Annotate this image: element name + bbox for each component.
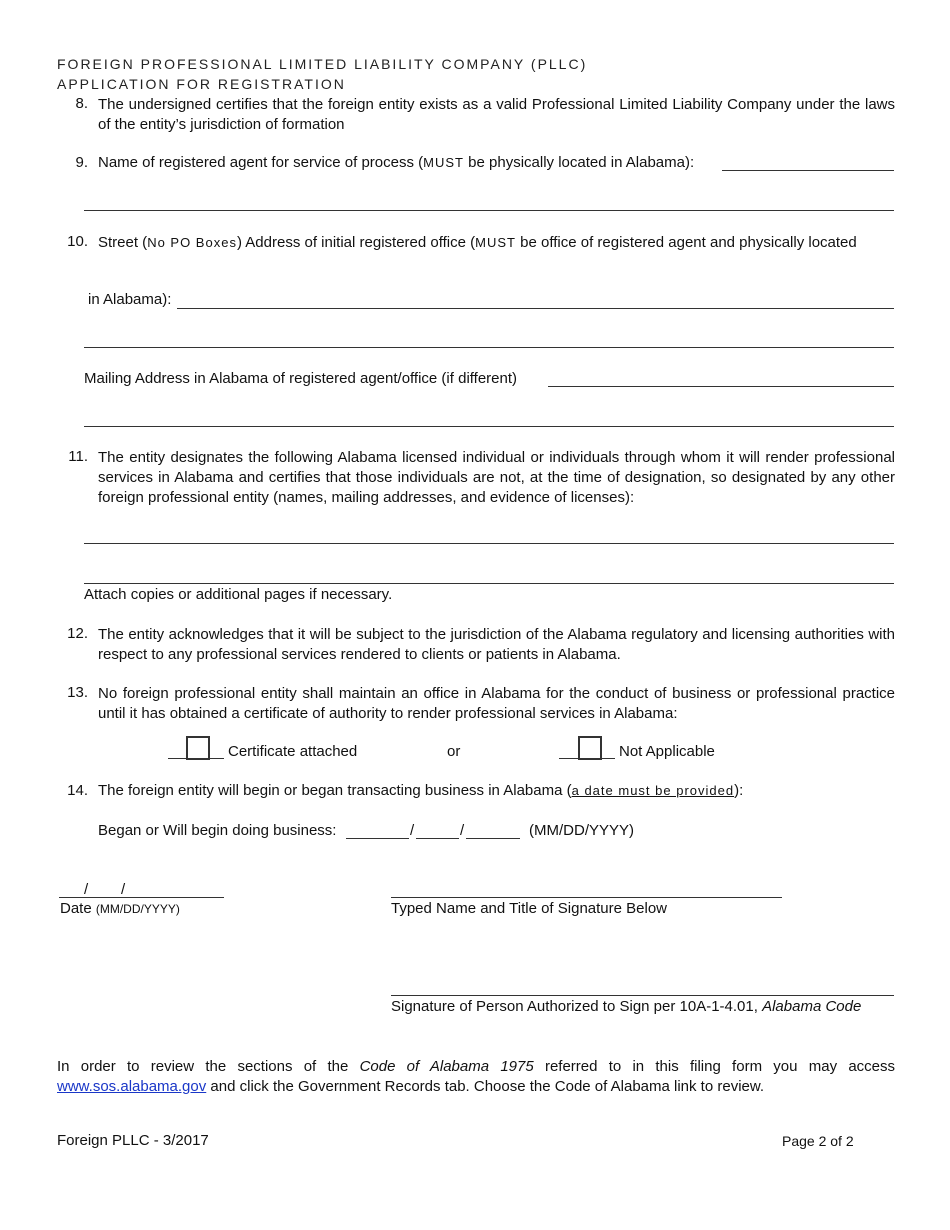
item-9-number: 9. (75, 154, 88, 171)
registered-office-address-field-line2[interactable] (84, 347, 894, 348)
mailing-address-label: Mailing Address in Alabama of registered agent/office (if different) (84, 370, 518, 387)
typed-name-label: Typed Name and Title of Signature Below (391, 900, 667, 917)
code-of-alabama-notice: In order to review the sections of the Code of Alabama 1975 referred to in this filing form you may access www.sos.alabama.gov and click the Government Records tab. Choose the Code of Alabama link to review. (57, 1058, 895, 1095)
registered-agent-name-field-line2[interactable] (84, 210, 894, 211)
form-subtitle: APPLICATION FOR REGISTRATION (57, 76, 346, 92)
began-year-field[interactable] (466, 838, 520, 839)
item-12-number: 12. (67, 625, 88, 642)
item-10-number: 10. (67, 233, 88, 250)
item-13-number: 13. (67, 684, 88, 701)
signature-field[interactable] (391, 995, 894, 996)
date-format-hint: (MM/DD/YYYY) (529, 822, 634, 839)
licensed-individuals-field-line2[interactable] (84, 583, 894, 584)
mailing-address-field-line2[interactable] (84, 426, 894, 427)
mailing-address-field[interactable] (548, 386, 894, 387)
item-10-text: Street (No PO Boxes) Address of initial registered office (MUST be office of registered agent and physically located (98, 234, 857, 251)
sos-website-link[interactable]: www.sos.alabama.gov (57, 1078, 207, 1095)
item-9-label: Name of registered agent for service of process (MUST be physically located in Alabama): (98, 154, 695, 171)
typed-name-field[interactable] (391, 897, 782, 898)
date-separator: / (121, 881, 126, 898)
began-month-field[interactable] (346, 838, 409, 839)
item-10-continuation: in Alabama): (88, 291, 172, 308)
item-8-number: 8. (75, 95, 88, 112)
date-separator: / (84, 881, 89, 898)
page-number: Page 2 of 2 (782, 1133, 854, 1149)
item-14-number: 14. (67, 782, 88, 799)
not-applicable-label: Not Applicable (619, 743, 715, 760)
not-applicable-checkbox[interactable] (578, 736, 602, 760)
item-8-text: The undersigned certifies that the foreign entity exists as a valid Professional Limited Liability Company under the laws of the entity’s jurisdiction of formation (98, 96, 895, 133)
item-13-text: No foreign professional entity shall maintain an office in Alabama for the conduct of business or professional practice until it has obtained a certificate of authority to render professional services in Alabama: (98, 685, 895, 722)
item-11-number: 11. (68, 448, 88, 465)
began-day-field[interactable] (416, 838, 459, 839)
certificate-attached-label: Certificate attached (228, 743, 358, 760)
item-11-text: The entity designates the following Alabama licensed individual or individuals through whom it will render professional services in Alabama and certifies that those individuals are not, at the time of designation, so designated by any other foreign professional entity (names, mailing addresses, and evidence of licenses): (98, 449, 895, 506)
signature-label: Signature of Person Authorized to Sign per 10A-1-4.01, Alabama Code (391, 998, 862, 1015)
or-label: or (447, 743, 461, 760)
item-12-text: The entity acknowledges that it will be subject to the jurisdiction of the Alabama regulatory and licensing authorities with respect to any professional services rendered to clients or patients in Alabama. (98, 626, 895, 663)
signature-date-label: Date (MM/DD/YYYY) (60, 900, 180, 917)
began-business-label: Began or Will begin doing business: (98, 822, 337, 839)
licensed-individuals-field[interactable] (84, 543, 894, 544)
attach-note: Attach copies or additional pages if necessary. (84, 586, 393, 603)
item-14-text: The foreign entity will begin or began transacting business in Alabama (a date must be provided): (98, 782, 744, 799)
form-version: Foreign PLLC - 3/2017 (57, 1132, 209, 1149)
registered-agent-name-field[interactable] (722, 170, 894, 171)
form-title: FOREIGN PROFESSIONAL LIMITED LIABILITY COMPANY (PLLC) (57, 56, 588, 72)
date-separator: / (460, 822, 465, 839)
certificate-attached-checkbox[interactable] (186, 736, 210, 760)
date-separator: / (410, 822, 415, 839)
registered-office-address-field[interactable] (177, 308, 894, 309)
